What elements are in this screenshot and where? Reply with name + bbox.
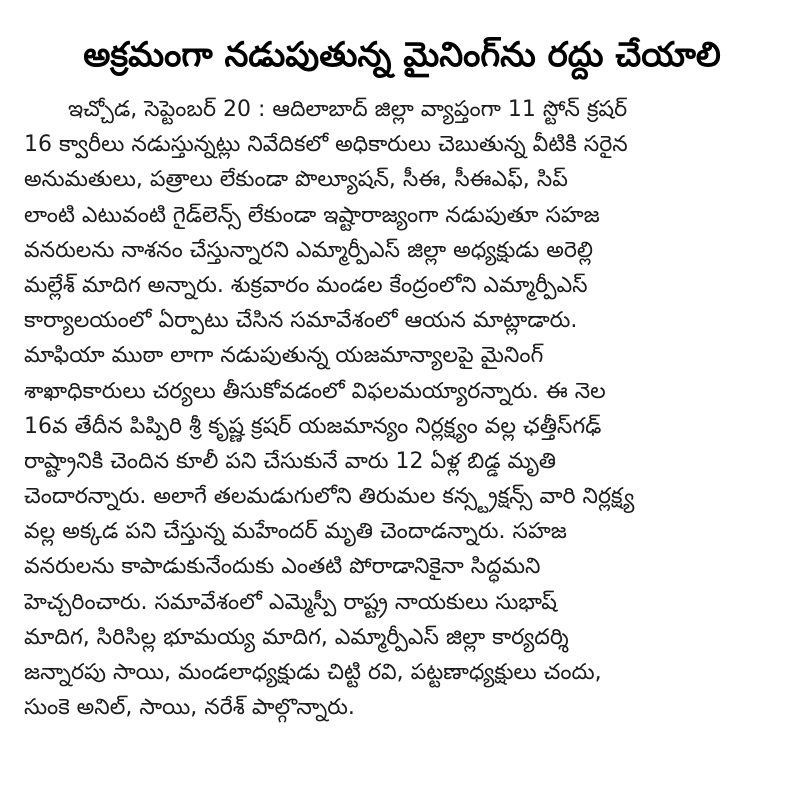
body-line: మాఫియా ముఠా లాగా నడుపుతున్న యజమాన్యాలపై మైనింగ్ [24, 343, 544, 369]
body-line: మల్లేశ్ మాదిగ అన్నారు. శుక్రవారం మండల కేంద్రంలోని ఎమ్మార్పీఎస్ [24, 272, 588, 298]
body-line: రాష్ట్రానికి చెందిన కూలీ పని చేసుకునే వారు 12 ఏళ్ల బిడ్డ మృతి [24, 448, 556, 474]
body-line: వనరులను కాపాడుకునేందుకు ఎంతటి పోరాడానికైనా సిద్ధమని [24, 554, 541, 580]
body-line: అనుమతులు, పత్రాలు లేకుండా పొల్యూషన్, సీఈ, సీఈఎఫ్, సిప్ [24, 167, 568, 193]
body-line: ఇచ్చోడ, సెప్టెంబర్ 20 : ఆదిలాబాద్ జిల్లా వ్యాప్తంగా 11 స్టోన్ క్రషర్ [68, 97, 628, 122]
body-line: శాఖాధికారులు చర్యలు తీసుకోవడంలో విఫలమయ్యారన్నారు. ఈ నెల [24, 378, 606, 404]
body-line: లాంటి ఎటువంటి గైడ్‌లెన్స్ లేకుండా ఇష్టారాజ్యంగా నడుపుతూ సహజ [24, 202, 600, 228]
body-line: వల్ల అక్కడ పని చేస్తున్న మహేందర్ మృతి చెందాడన్నారు. సహజ [24, 519, 567, 545]
body-line: హెచ్చరించారు. సమావేశంలో ఎమ్మెస్పీ రాష్ట్ర నాయకులు సుభాష్ [24, 589, 557, 615]
body-line: వనరులను నాశనం చేస్తున్నారని ఎమ్మార్పీఎస్ జిల్లా అధ్యక్షుడు అరెల్లి [24, 237, 593, 263]
article-body [24, 92, 780, 725]
body-line: 16వ తేదీన పిప్పిరి శ్రీ కృష్ణ క్రషర్ యజమాన్యం నిర్లక్ష్యం వల్ల ఛత్తీస్‌గఢ్ [24, 413, 602, 439]
body-line: కార్యాలయంలో ఏర్పాటు చేసిన సమావేశంలో ఆయన మాట్లాడారు. [24, 308, 578, 334]
body-line: సుంకె అనిల్, సాయి, నరేశ్ పాల్గొన్నారు. [24, 695, 355, 721]
body-line: 16 క్వారీలు నడుస్తున్నట్లు నివేదికలో అధికారులు చెబుతున్న వీటికి సరైన [24, 132, 628, 158]
body-line: చెందారన్నారు. అలాగే తలమడుగులోని తిరుమల కన్స్ట్రక్షన్స్ వారి నిర్లక్ష్య [24, 484, 635, 510]
clipped-previous-article-line [0, 0, 800, 22]
news-article [24, 24, 780, 804]
body-line: మాదిగ, సిరిసిల్ల భూమయ్య మాదిగ, ఎమ్మార్పీఎస్ జిల్లా కార్యదర్శి [24, 624, 569, 650]
article-headline: అక్రమంగా నడుపుతున్న మైనింగ్‌ను రద్దు చేయాలి [83, 35, 721, 75]
body-line: జన్నారపు సాయి, మండలాధ్యక్షుడు చిట్టి రవి, పట్టణాధ్యక్షులు చందు, [24, 660, 602, 685]
